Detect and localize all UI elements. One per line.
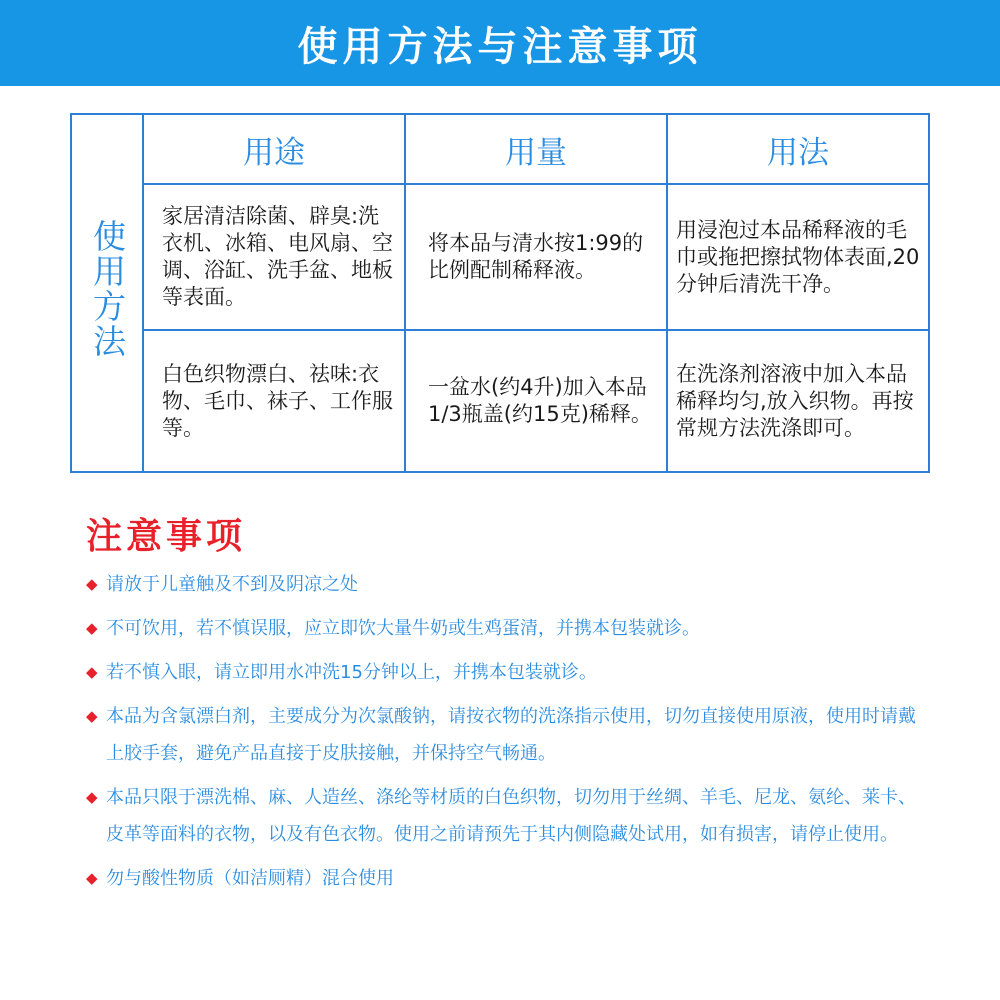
- diamond-bullet-icon: ◆: [86, 788, 98, 806]
- list-item: [86, 698, 946, 772]
- note-text: 本品只限于漂洗棉、麻、人造丝、涤纶等材质的白色织物，切勿用于丝绸、羊毛、尼龙、氨纶、莱卡、皮革等面料的衣物，以及有色衣物。使用之前请预先于其内侧隐藏处试用，如有损害，请停止使用。: [106, 787, 916, 845]
- diamond-bullet-icon: ◆: [86, 707, 98, 725]
- notes-list: [86, 566, 946, 904]
- note-text: 本品为含氯漂白剂，主要成分为次氯酸钠，请按衣物的洗涤指示使用，切勿直接使用原液，使用时请戴上胶手套，避免产品直接于皮肤接触，并保持空气畅通。: [106, 706, 916, 764]
- table-cell-method: 用浸泡过本品稀释液的毛巾或拖把擦拭物体表面,20分钟后清洗干净。: [667, 184, 929, 330]
- usage-table: [70, 113, 930, 473]
- diamond-bullet-icon: ◆: [86, 663, 98, 681]
- table-cell-purpose: 家居清洁除菌、辟臭:洗衣机、冰箱、电风扇、空调、浴缸、洗手盆、地板等表面。: [143, 184, 405, 330]
- table-cell-purpose: 白色织物漂白、祛味:衣物、毛巾、袜子、工作服等。: [143, 330, 405, 472]
- table-cell-dosage: 一盆水(约4升)加入本品1/3瓶盖(约15克)稀释。: [405, 330, 667, 472]
- list-item: [86, 610, 946, 647]
- table-row: [71, 184, 929, 330]
- column-header-dosage: 用量: [405, 114, 667, 184]
- diamond-bullet-icon: ◆: [86, 619, 98, 637]
- diamond-bullet-icon: ◆: [86, 869, 98, 887]
- header-banner: [0, 0, 1000, 86]
- column-header-method: 用法: [667, 114, 929, 184]
- list-item: [86, 654, 946, 691]
- note-text: 请放于儿童触及不到及阴凉之处: [106, 574, 358, 595]
- note-text: 不可饮用，若不慎误服，应立即饮大量牛奶或生鸡蛋清，并携本包装就诊。: [106, 618, 700, 639]
- usage-side-label: 使用方法: [88, 219, 127, 359]
- table-cell-method: 在洗涤剂溶液中加入本品稀释均匀,放入织物。再按常规方法洗涤即可。: [667, 330, 929, 472]
- list-item: [86, 779, 946, 853]
- diamond-bullet-icon: ◆: [86, 575, 98, 593]
- note-text: 若不慎入眼，请立即用水冲洗15分钟以上，并携本包装就诊。: [106, 662, 597, 683]
- list-item: [86, 566, 946, 603]
- list-item: [86, 860, 946, 897]
- table-row: [71, 330, 929, 472]
- notes-title: 注意事项: [86, 516, 247, 557]
- usage-side-label-cell: [71, 114, 143, 472]
- note-text: 勿与酸性物质（如洁厕精）混合使用: [106, 868, 394, 889]
- page-title: 使用方法与注意事项: [297, 23, 703, 70]
- column-header-purpose: 用途: [143, 114, 405, 184]
- table-cell-dosage: 将本品与清水按1:99的比例配制稀释液。: [405, 184, 667, 330]
